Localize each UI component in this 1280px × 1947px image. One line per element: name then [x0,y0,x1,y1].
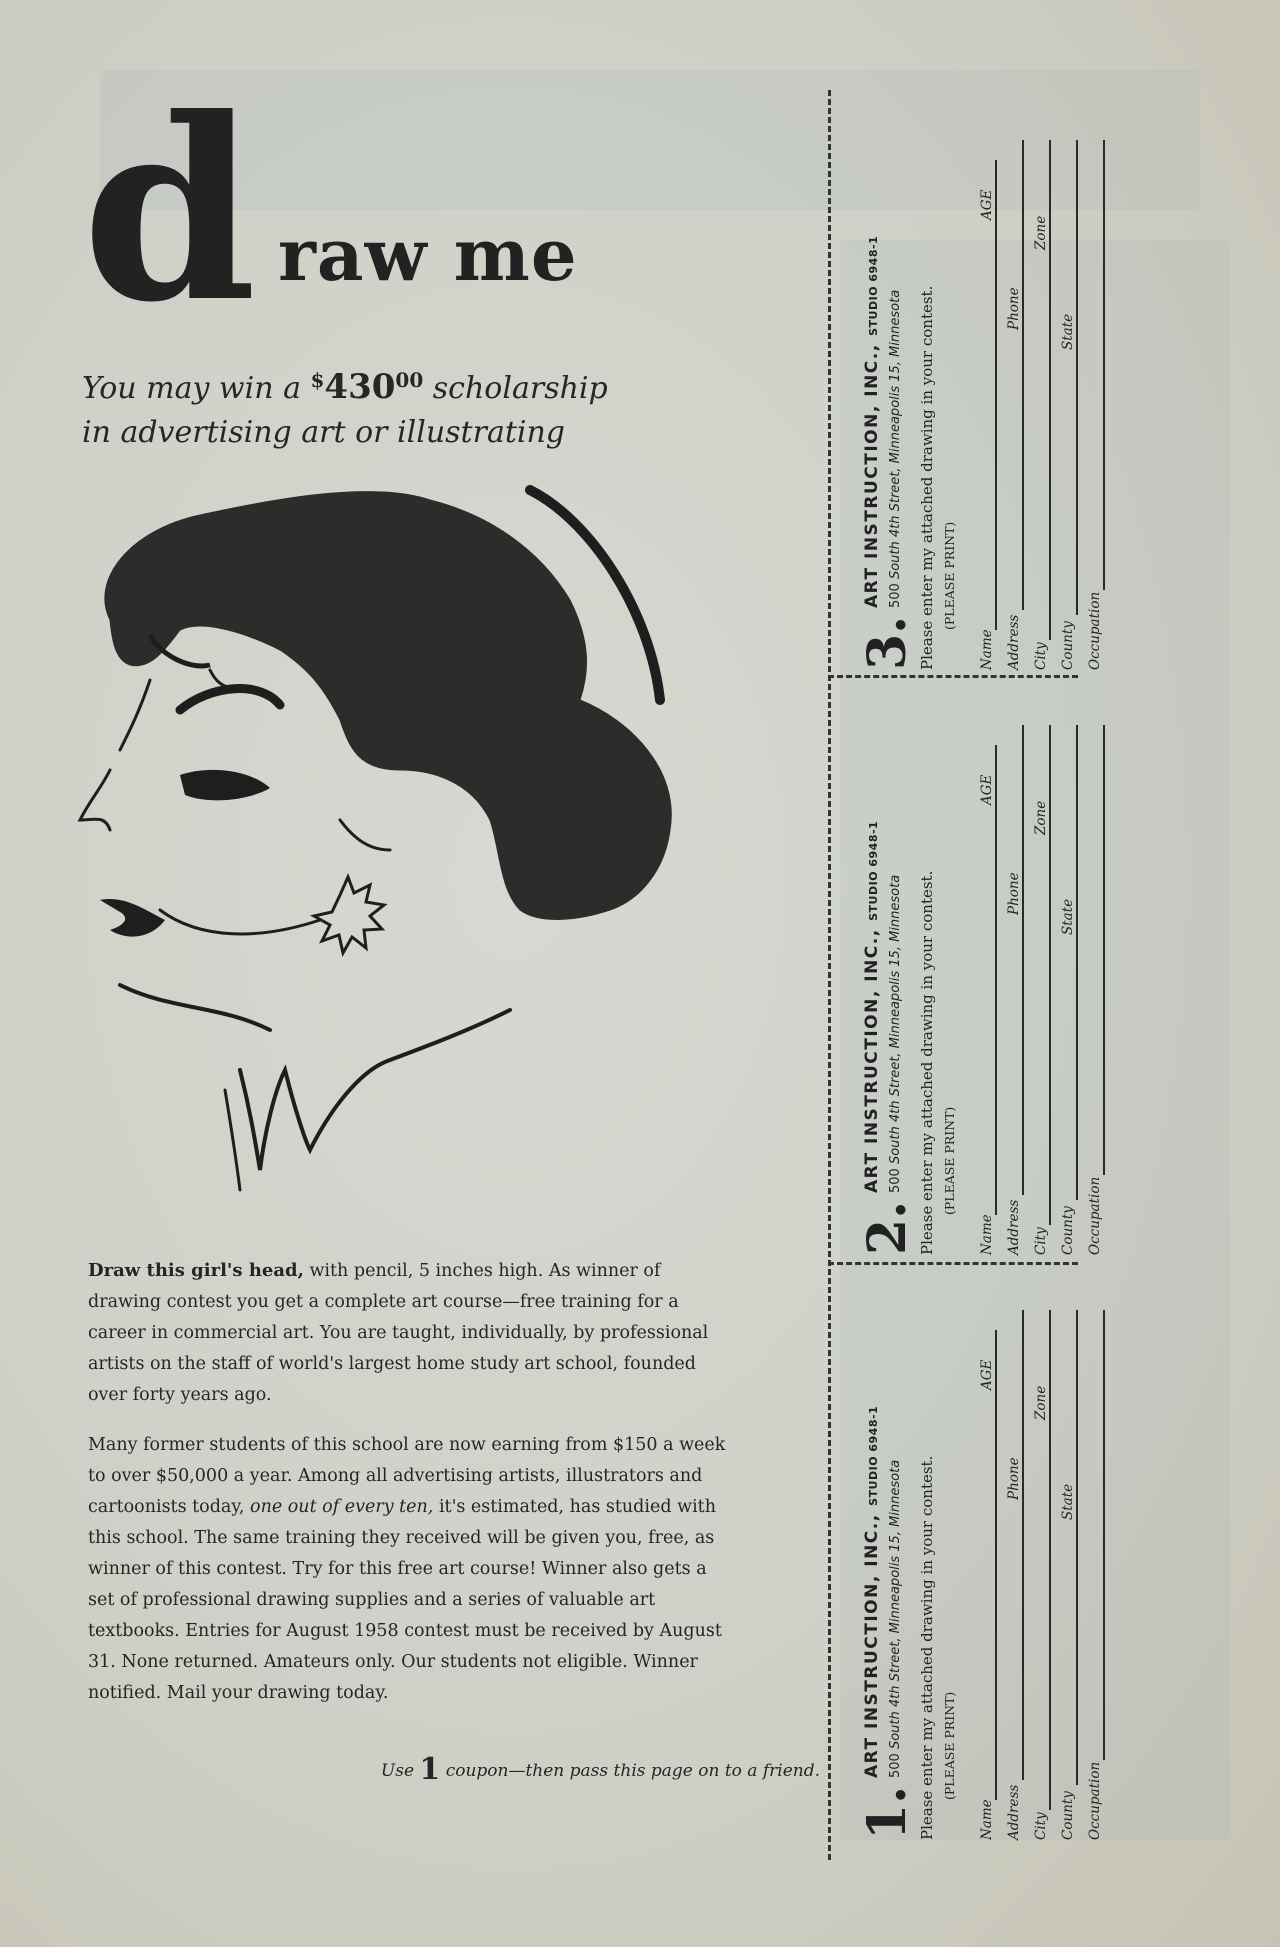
coupon-fields [970,1280,1105,1840]
coupon-print-note: (PLEASE PRINT) [942,1691,957,1800]
coupon-print-note: (PLEASE PRINT) [942,1106,957,1215]
scholarship-cents: 00 [395,368,424,392]
girl-head-illustration [70,470,710,1250]
name-age-row[interactable]: Name AGE [970,695,997,1255]
subheadline [82,358,782,455]
county-state-row[interactable]: County State [1051,110,1078,670]
coupon-fields [970,695,1105,1255]
coupon-number: 3. [857,615,918,670]
dollar-sign: $ [310,368,325,392]
county-state-row[interactable]: County State [1051,695,1078,1255]
contest-description: Draw this girl's head, with pencil, 5 inches high. As winner of drawing contest you get a complete art course—free training for a career in commercial art. You are taught, individually, by professional artists on the staff of world's largest home study art school, founded over forty years ago. [88,1260,709,1405]
coupon-print-note: (PLEASE PRINT) [942,521,957,630]
name-age-row[interactable]: Name AGE [970,1280,997,1840]
coupon-company: ART INSTRUCTION, INC., STUDIO 6948-1 [862,1405,882,1778]
cut-line-coupon-2-1 [828,1262,1078,1265]
coupon-2[interactable] [850,695,1110,1255]
occupation-row[interactable]: Occupation [1078,1280,1105,1840]
coupon-instruction: Please enter my attached drawing in your contest. [918,1455,936,1840]
headline [82,63,782,357]
coupon-fields [970,110,1105,670]
school-description: Many former students of this school are now earning from $150 a week to over $50,000 a year. Among all advertising artists, illustrators and cartoonists today, one out of every ten, it's estimated, has studied with this school. The same training they received will be given you, free, as winner of this contest. Try for this free art course! Winner also gets a set of professional drawing supplies and a series of valuable art textbooks. Entries for August 1958 contest must be received by August 31. None returned. Amateurs only. Our students not eligible. Winner notified. Mail your drawing today. [88,1435,726,1703]
address-phone-row[interactable]: Address Phone [997,695,1024,1255]
coupon-company: ART INSTRUCTION, INC., STUDIO 6948-1 [862,235,882,608]
city-zone-row[interactable]: City Zone [1024,695,1051,1255]
coupon-address: 500 South 4th Street, Minneapolis 15, Minnesota [888,1459,903,1778]
name-age-row[interactable]: Name AGE [970,110,997,670]
address-phone-row[interactable]: Address Phone [997,110,1024,670]
headline-big-letter: d [82,63,257,357]
cut-line-coupon-3-2 [828,675,1078,678]
coupon-1[interactable] [850,1280,1110,1840]
coupon-number: 2. [857,1200,918,1255]
occupation-row[interactable]: Occupation [1078,110,1105,670]
cut-line-vertical [828,90,831,1860]
subheadline-line-1: You may win a $^{\$}430^{00}$ scholarship [82,367,608,407]
coupon-3[interactable] [850,110,1110,670]
scholarship-amount: 430 [324,367,396,407]
coupon-address: 500 South 4th Street, Minneapolis 15, Minnesota [888,289,903,608]
city-zone-row[interactable]: City Zone [1024,1280,1051,1840]
coupon-number: 1. [857,1785,918,1840]
coupon-address: 500 South 4th Street, Minneapolis 15, Minnesota [888,874,903,1193]
occupation-row[interactable]: Occupation [1078,695,1105,1255]
county-state-row[interactable]: County State [1051,1280,1078,1840]
coupon-instruction: Please enter my attached drawing in your contest. [918,285,936,670]
coupon-instruction: Please enter my attached drawing in your contest. [918,870,936,1255]
city-zone-row[interactable]: City Zone [1024,110,1051,670]
coupon-note: Use 1 coupon—then pass this page on to a friend. [380,1752,820,1787]
contest-lead: Draw this girl's head, [88,1260,304,1281]
address-phone-row[interactable]: Address Phone [997,1280,1024,1840]
coupon-company: ART INSTRUCTION, INC., STUDIO 6948-1 [862,820,882,1193]
subheadline-line-2: in advertising art or illustrating [82,415,566,450]
headline-text: raw me [278,212,578,297]
